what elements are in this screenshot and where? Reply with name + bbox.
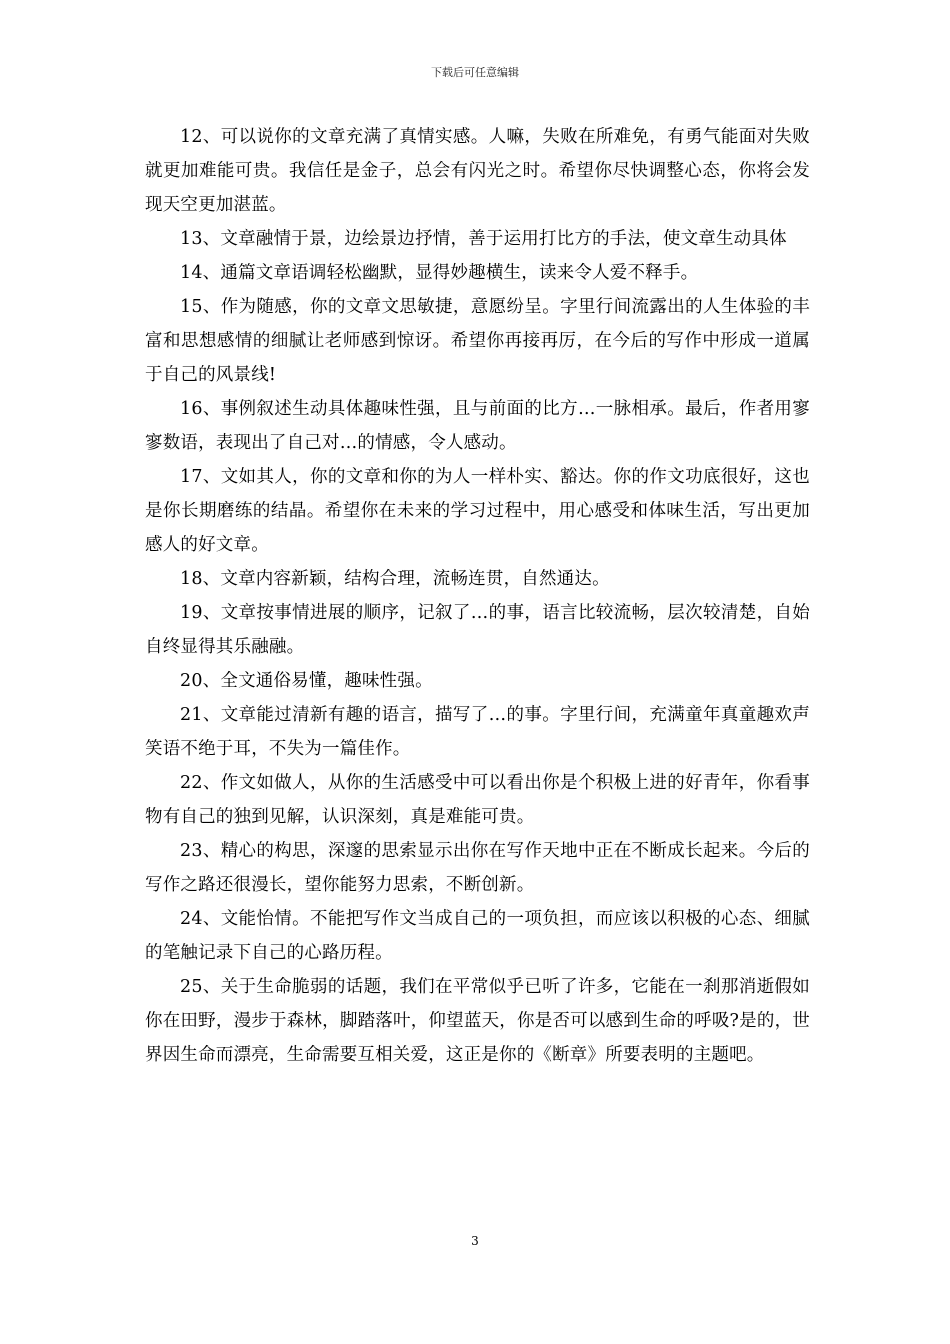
page-header: 下载后可任意编辑 <box>431 66 519 79</box>
paragraph-19: 19、文章按事情进展的顺序，记叙了…的事，语言比较流畅，层次较清楚，自始自终显得其乐融融。 <box>145 603 810 657</box>
paragraph-17: 17、文如其人，你的文章和你的为人一样朴实、豁达。你的作文功底很好，这也是你长期磨练的结晶。希望你在未来的学习过程中，用心感受和体味生活，写出更加感人的好文章。 <box>145 467 810 555</box>
paragraph-16: 16、事例叙述生动具体趣味性强，且与前面的比方…一脉相承。最后，作者用寥寥数语，表现出了自己对…的情感，令人感动。 <box>145 399 810 453</box>
paragraph-24: 24、文能怡情。不能把写作文当成自己的一项负担，而应该以积极的心态、细腻的笔触记录下自己的心路历程。 <box>145 909 810 963</box>
paragraph-20: 20、全文通俗易懂，趣味性强。 <box>180 671 433 691</box>
paragraph-23: 23、精心的构思，深邃的思索显示出你在写作天地中正在不断成长起来。今后的写作之路还很漫长，望你能努力思索，不断创新。 <box>145 841 810 895</box>
paragraph-12: 12、可以说你的文章充满了真情实感。人嘛，失败在所难免，有勇气能面对失败就更加难能可贵。我信任是金子，总会有闪光之时。希望你尽快调整心态，你将会发现天空更加湛蓝。 <box>145 127 810 215</box>
document-body <box>145 120 810 1072</box>
paragraph-14: 14、通篇文章语调轻松幽默，显得妙趣横生，读来令人爱不释手。 <box>180 263 699 283</box>
paragraph-21: 21、文章能过清新有趣的语言，描写了…的事。字里行间，充满童年真童趣欢声笑语不绝于耳，不失为一篇佳作。 <box>145 705 810 759</box>
paragraph-18: 18、文章内容新颖，结构合理，流畅连贯，自然通达。 <box>180 569 610 589</box>
paragraph-25: 25、关于生命脆弱的话题，我们在平常似乎已听了许多，它能在一刹那消逝假如你在田野，漫步于森林，脚踏落叶，仰望蓝天，你是否可以感到生命的呼吸?是的，世界因生命而漂亮，生命需要互相关爱，这正是你的《断章》所要表明的主题吧。 <box>145 977 810 1065</box>
paragraph-15: 15、作为随感，你的文章文思敏捷，意愿纷呈。字里行间流露出的人生体验的丰富和思想感情的细腻让老师感到惊讶。希望你再接再厉，在今后的写作中形成一道属于自己的风景线! <box>145 297 810 385</box>
page-number: 3 <box>471 1234 479 1248</box>
paragraph-22: 22、作文如做人，从你的生活感受中可以看出你是个积极上进的好青年，你看事物有自己的独到见解，认识深刻，真是难能可贵。 <box>145 773 810 827</box>
paragraph-13: 13、文章融情于景，边绘景边抒情，善于运用打比方的手法，使文章生动具体 <box>180 229 787 249</box>
